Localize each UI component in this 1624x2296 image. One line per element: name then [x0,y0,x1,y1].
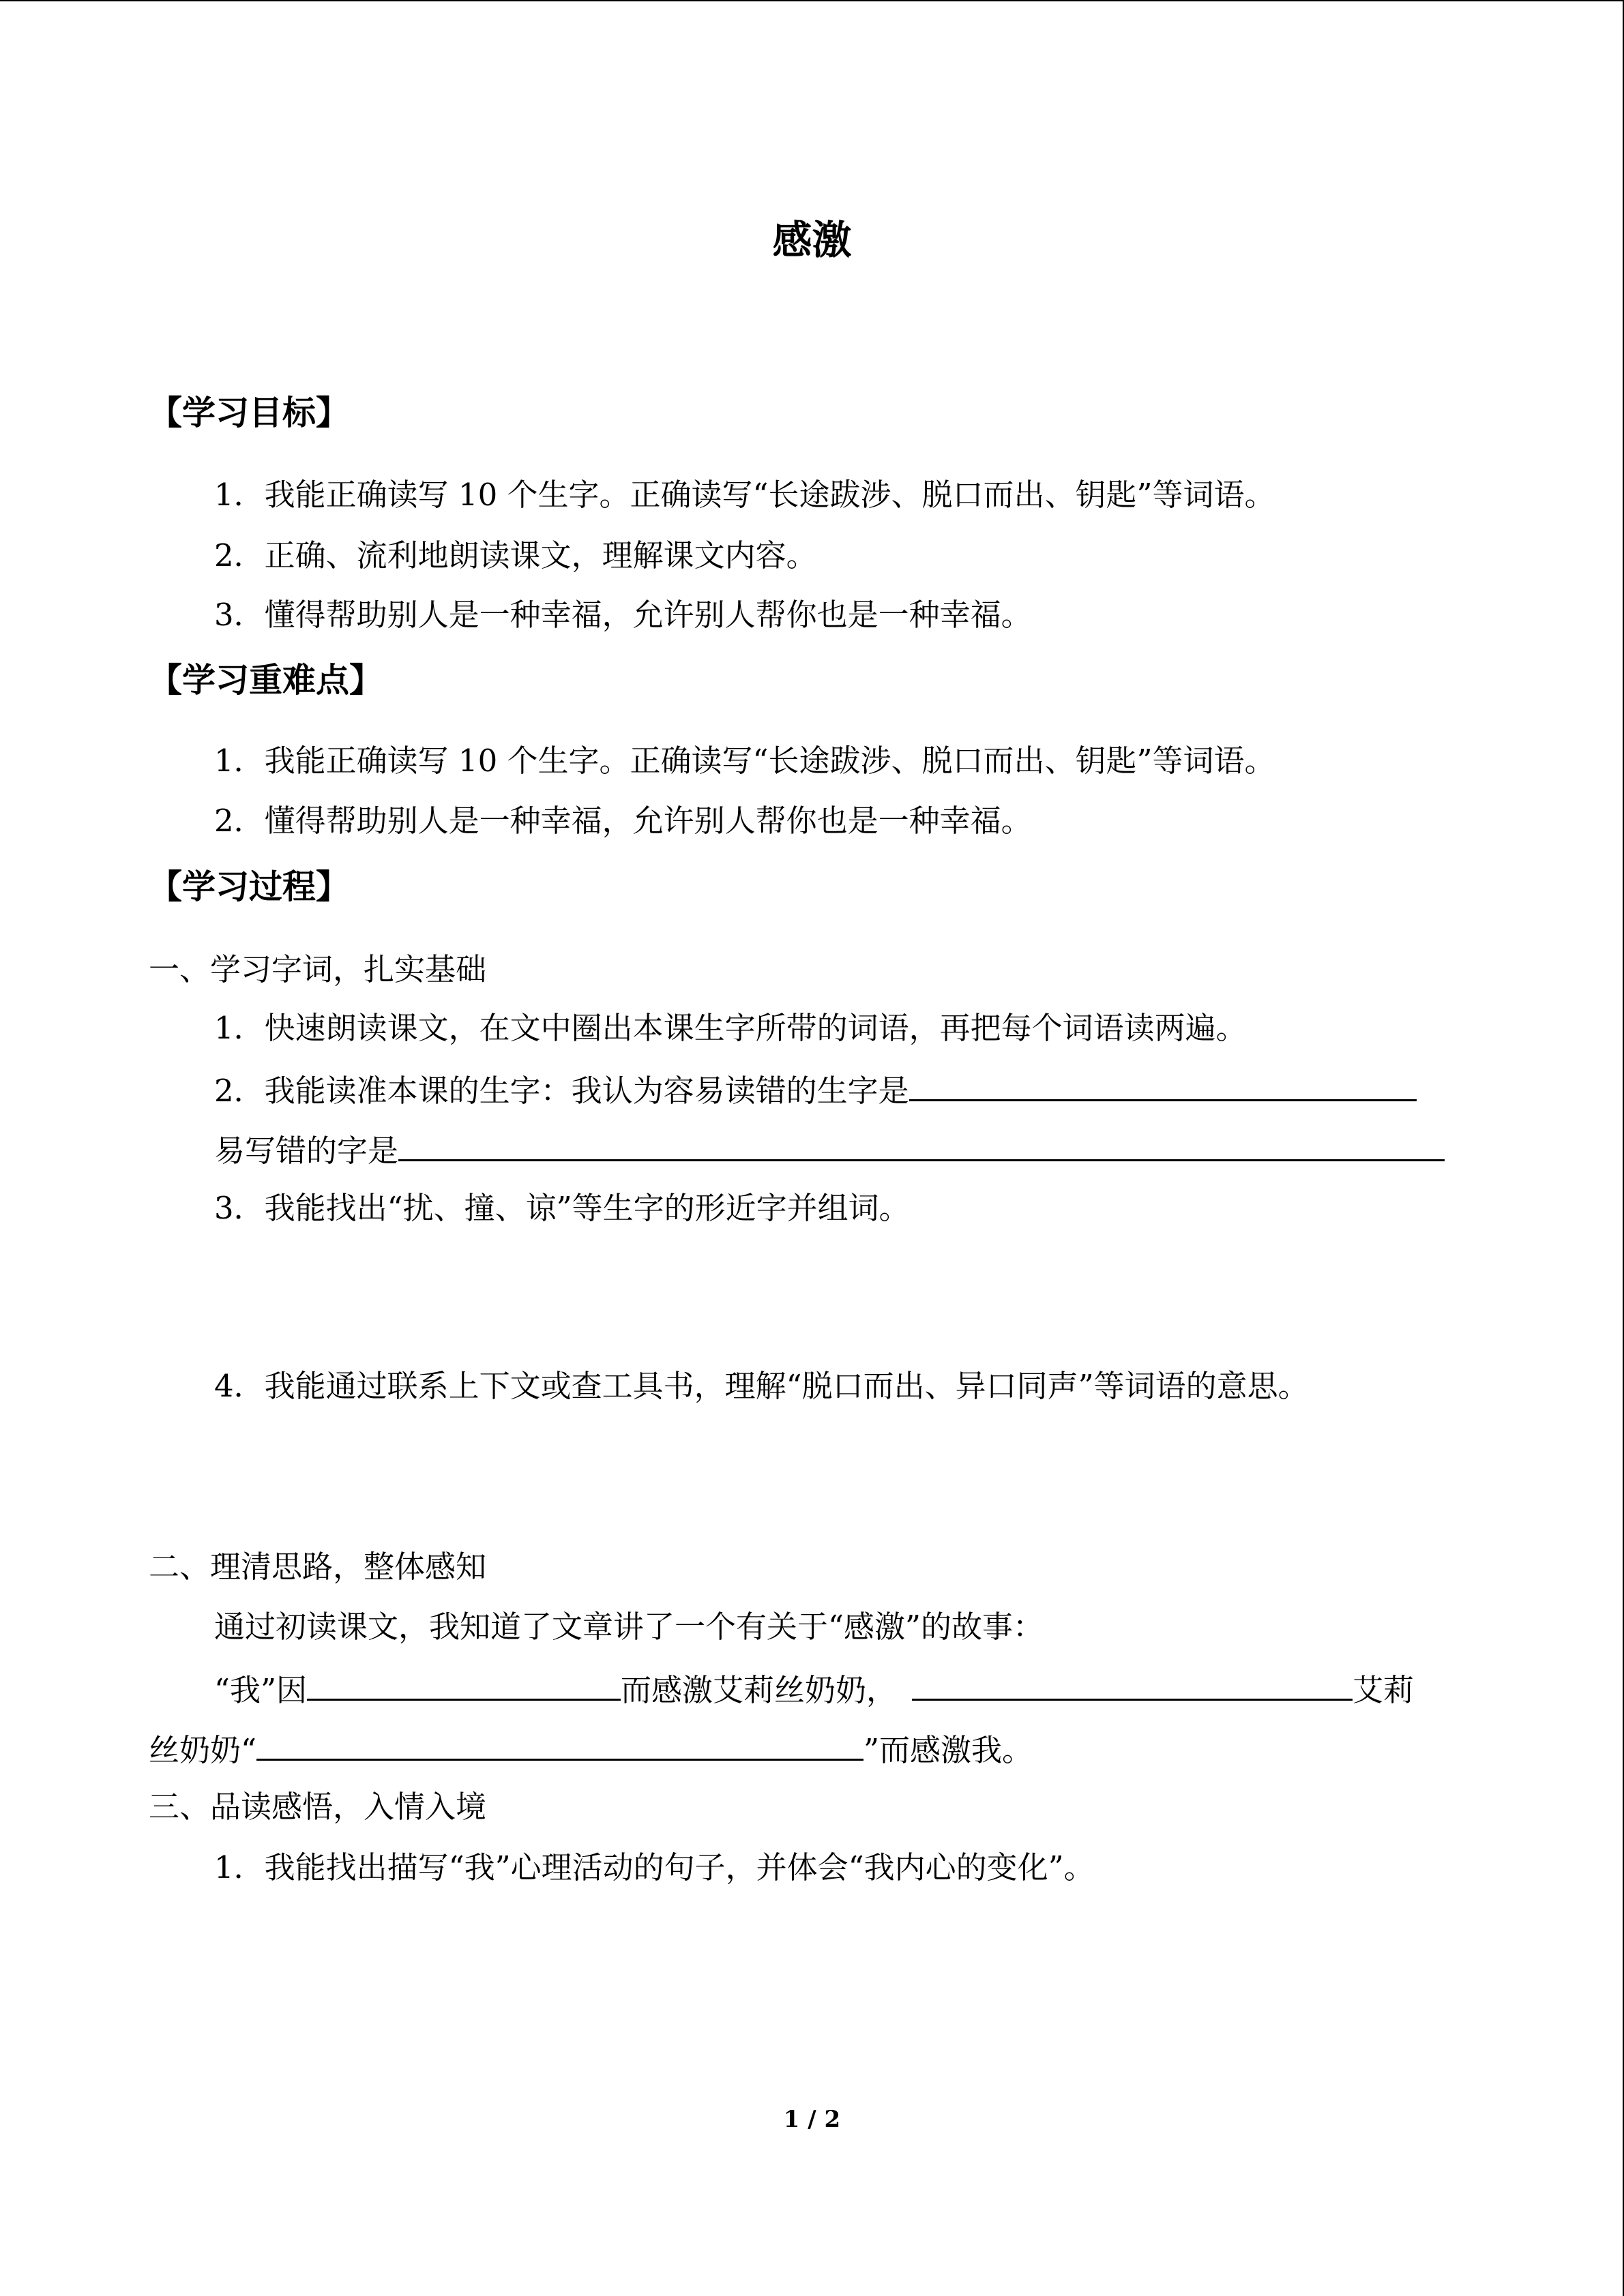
part1-item-2b-text: 易写错的字是 [214,1133,399,1169]
quote-blank[interactable] [256,1726,863,1761]
part2-story-line-1 [214,1666,1414,1712]
goal-item-2: 2．正确、流利地朗读课文，理解课文内容。 [214,537,817,573]
part1-item-1: 1．快速朗读课文，在文中圈出本课生字所带的词语，再把每个词语读两遍。 [214,1010,1247,1046]
part2-line1-a: “我”因 [214,1672,308,1708]
hard-to-read-chars-blank[interactable] [909,1067,1417,1101]
part2-intro: 通过初读课文，我知道了文章讲了一个有关于“感激”的故事： [214,1609,1044,1645]
part1-item-3: 3．我能找出“扰、撞、谅”等生字的形近字并组词。 [214,1190,910,1226]
part2-story-line-2 [149,1726,1033,1772]
hard-to-write-chars-blank[interactable] [398,1127,1445,1161]
event-blank[interactable] [912,1666,1353,1701]
part1-item-4: 4．我能通过联系上下文或查工具书，理解“脱口而出、异口同声”等词语的意思。 [214,1368,1309,1404]
part2-line1-c: 艾莉 [1353,1672,1415,1708]
part1-item-2 [214,1067,1417,1113]
part2-line2-b: ”而感激我。 [863,1732,1033,1768]
part2-line2-a: 丝奶奶“ [149,1732,257,1768]
key-points-heading: 【学习重难点】 [149,660,383,700]
reason-blank[interactable] [307,1666,621,1701]
part1-item-2-text: 2．我能读准本课的生字：我认为容易读错的生字是 [214,1073,909,1109]
process-heading: 【学习过程】 [149,867,350,906]
part3-item-1: 1．我能找出描写“我”心理活动的句子，并体会“我内心的变化”。 [214,1849,1095,1885]
document-title: 感激 [772,217,852,263]
part2-line1-b: 而感激艾莉丝奶奶， [621,1672,898,1708]
goals-heading: 【学习目标】 [149,393,350,432]
part3-heading: 三、品读感悟，入情入境 [149,1789,487,1825]
goal-item-1: 1．我能正确读写 10 个生字。正确读写“长途跋涉、脱口而出、钥匙”等词语。 [214,477,1275,513]
goal-item-3: 3．懂得帮助别人是一种幸福，允许别人帮你也是一种幸福。 [214,597,1032,633]
key-point-item-2: 2．懂得帮助别人是一种幸福，允许别人帮你也是一种幸福。 [214,803,1032,839]
part1-item-2-continued [214,1127,1445,1173]
page-number: 1 / 2 [783,2106,841,2133]
part1-heading: 一、学习字词，扎实基础 [149,951,487,987]
key-point-item-1: 1．我能正确读写 10 个生字。正确读写“长途跋涉、脱口而出、钥匙”等词语。 [214,743,1275,779]
part2-heading: 二、理清思路，整体感知 [149,1549,487,1585]
